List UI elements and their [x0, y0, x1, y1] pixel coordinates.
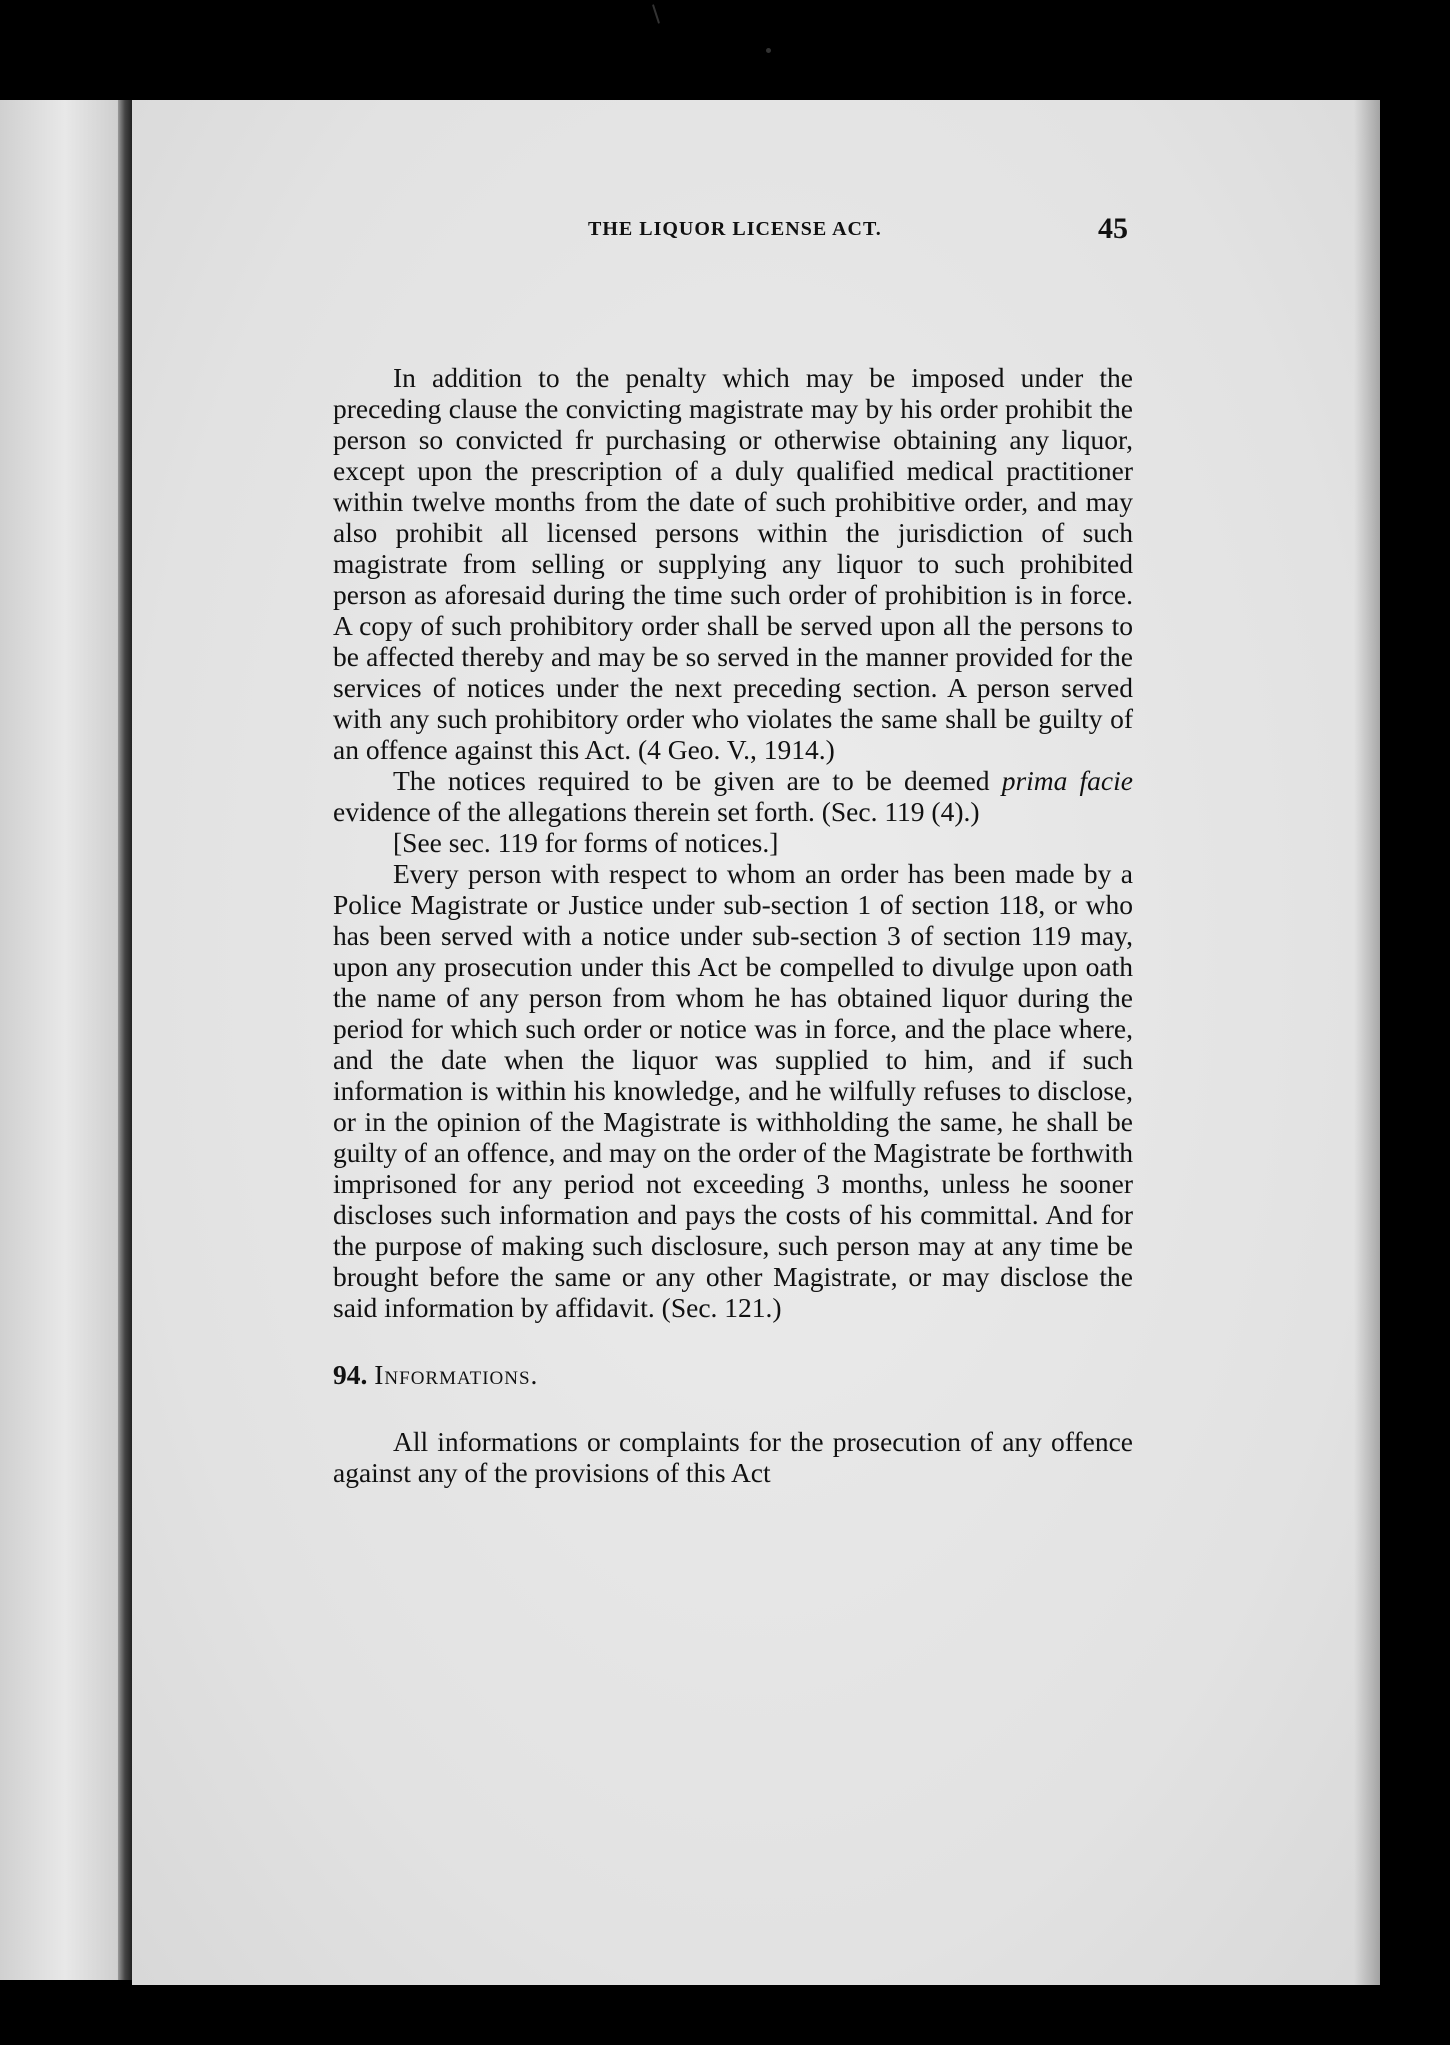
scan-speck: [652, 4, 660, 24]
scan-speck: [766, 48, 771, 53]
notices-text-before: The notices required to be given are to be deemed: [393, 765, 1002, 796]
notices-text-after: evidence of the allegations therein set forth. (Sec. 119 (4).): [333, 796, 980, 827]
page-body: [333, 362, 1133, 1488]
notices-italic-phrase: prima facie: [1001, 765, 1133, 796]
paragraph-see-section: [See sec. 119 for forms of notices.]: [393, 827, 779, 858]
section-title: Informations.: [374, 1359, 539, 1390]
section-heading: [333, 1359, 1133, 1390]
page-edge-shadow: [1354, 100, 1380, 1985]
running-header: [450, 212, 1140, 252]
book-spine-shadow: [118, 100, 132, 1980]
section-number: 94.: [333, 1359, 368, 1390]
page-number: 45: [1098, 212, 1128, 245]
paragraph-notices-evidence: [333, 765, 1133, 827]
left-page-edge: [0, 100, 130, 1980]
paragraph-prohibition-order: In addition to the penalty which may be imposed under the preceding clause the convicting magistrate may by his order prohibit the person so convicted fr purchasing or otherwise obtaining any liquor, except upon the prescription of a duly qualified medical practitioner within twelve months from the date of such prohibitive order, and may also prohibit all licensed persons within the jurisdiction of such magistrate from selling or supplying any liquor to such prohibited person as aforesaid during the time such order of prohibition is in force. A copy of such prohibitory order shall be served upon all the persons to be affected thereby and may be so served in the manner provided for the services of notices under the next preceding section. A person served with any such prohibitory order who violates the same shall be guilty of an offence against this Act. (4 Geo. V., 1914.): [333, 362, 1133, 765]
paragraph-divulge-source: Every person with respect to whom an order has been made by a Police Magistrate or Justice under sub-section 1 of section 118, or who has been served with a notice under sub-section 3 of section 119 may, upon any prosecution under this Act be compelled to divulge upon oath the name of any person from whom he has obtained liquor during the period for which such order or notice was in force, and the place where, and the date when the liquor was supplied to him, and if such information is within his knowledge, and he wilfully refuses to disclose, or in the opinion of the Magistrate is withholding the same, he shall be guilty of an offence, and may on the order of the Magistrate be forthwith imprisoned for any period not exceeding 3 months, unless he sooner discloses such information and pays the costs of his committal. And for the purpose of making such disclosure, such person may at any time be brought before the same or any other Magistrate, or may disclose the said information by affidavit. (Sec. 121.): [333, 858, 1133, 1323]
running-title: THE LIQUOR LICENSE ACT.: [588, 218, 882, 240]
paragraph-informations: All informations or complaints for the prosecution of any offence against any of the provisions of this Act: [333, 1426, 1133, 1488]
